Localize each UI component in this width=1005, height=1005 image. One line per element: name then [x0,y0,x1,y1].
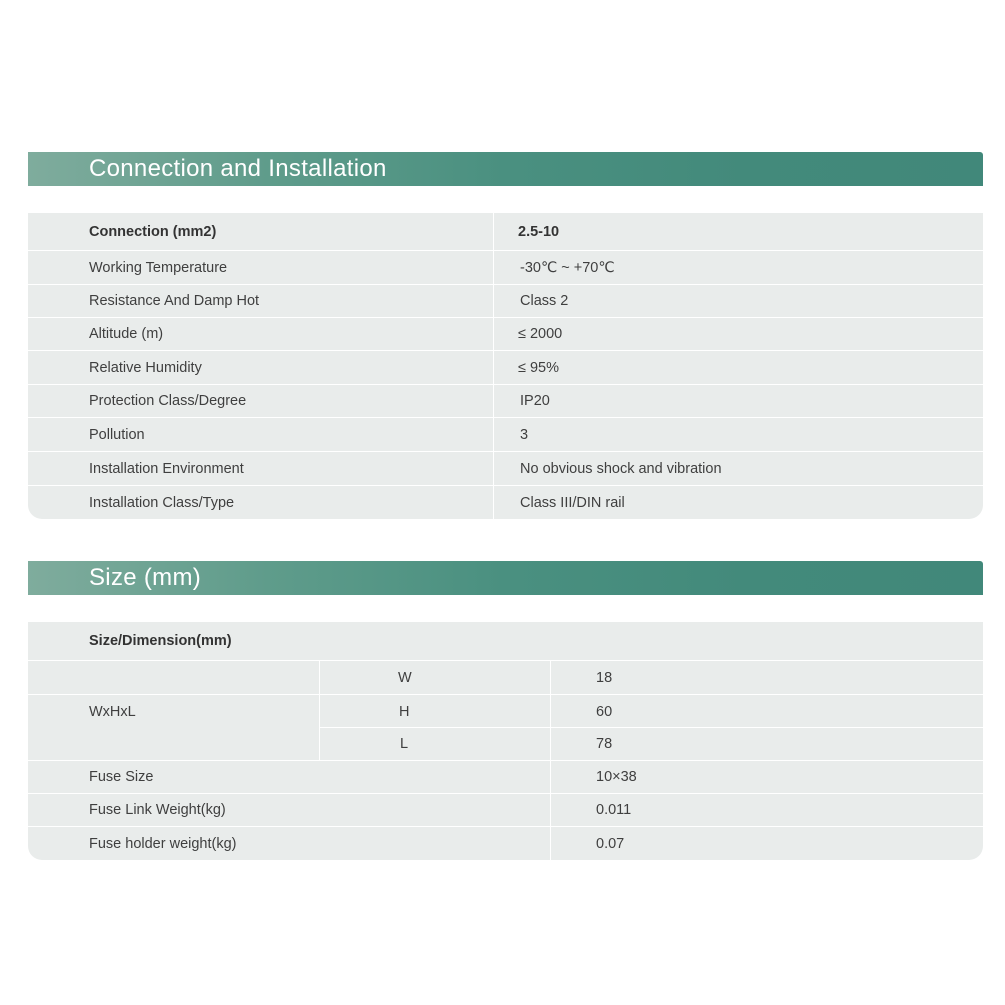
connection-spec-table [28,213,983,519]
table-row [28,385,983,418]
row-label: Installation Environment [89,460,244,477]
row-label: Fuse Link Weight(kg) [89,802,226,818]
row-label: Installation Class/Type [89,494,235,511]
row-value: 2.5-10 [518,223,560,240]
table-row [28,452,983,486]
table-row [28,695,983,728]
row-label: Altitude (m) [89,326,164,342]
row-label: Pollution [89,426,145,443]
row-value: IP20 [520,393,550,409]
dimension-value: 18 [596,669,613,686]
row-value: -30℃ ~ +70℃ [520,259,615,276]
dimension-axis: W [398,669,412,686]
dimension-label: WxHxL [89,703,136,720]
section-title: Connection and Installation [89,155,387,182]
table-row [28,827,983,860]
section-title: Size (mm) [89,564,202,591]
table-row [28,285,983,318]
table-row [28,213,983,251]
row-label: Relative Humidity [89,359,202,376]
row-label: Resistance And Damp Hot [89,293,260,309]
table-row [28,351,983,385]
row-label: Protection Class/Degree [89,393,247,409]
row-label: Fuse holder weight(kg) [89,835,237,852]
table-header-row [28,622,983,661]
row-value: ≤ 95% [518,359,560,376]
dimension-value: 60 [596,703,613,720]
row-label: Fuse Size [89,769,154,785]
row-value: 0.011 [596,802,632,818]
table-row [28,761,983,794]
table-row [28,728,983,761]
row-value: 3 [520,426,529,443]
size-spec-table [28,622,983,860]
row-label: Connection (mm2) [89,223,217,240]
row-divider [319,694,983,695]
section-banner-size [28,561,983,595]
row-value: No obvious shock and vibration [520,460,722,477]
table-row [28,318,983,351]
dimension-value: 78 [596,736,613,752]
section-banner-connection [28,152,983,186]
table-row [28,486,983,519]
row-value: Class 2 [520,293,569,309]
table-row [28,661,983,695]
table-row [28,251,983,285]
row-value: Class III/DIN rail [520,494,625,511]
row-value: 10×38 [596,769,637,785]
row-value: ≤ 2000 [518,326,563,342]
row-value: 0.07 [596,835,625,852]
dimension-axis: H [399,703,410,720]
row-label: Working Temperature [89,259,228,276]
table-header: Size/Dimension(mm) [89,633,232,649]
dimension-axis: L [400,736,409,752]
table-row [28,418,983,452]
table-row [28,794,983,827]
